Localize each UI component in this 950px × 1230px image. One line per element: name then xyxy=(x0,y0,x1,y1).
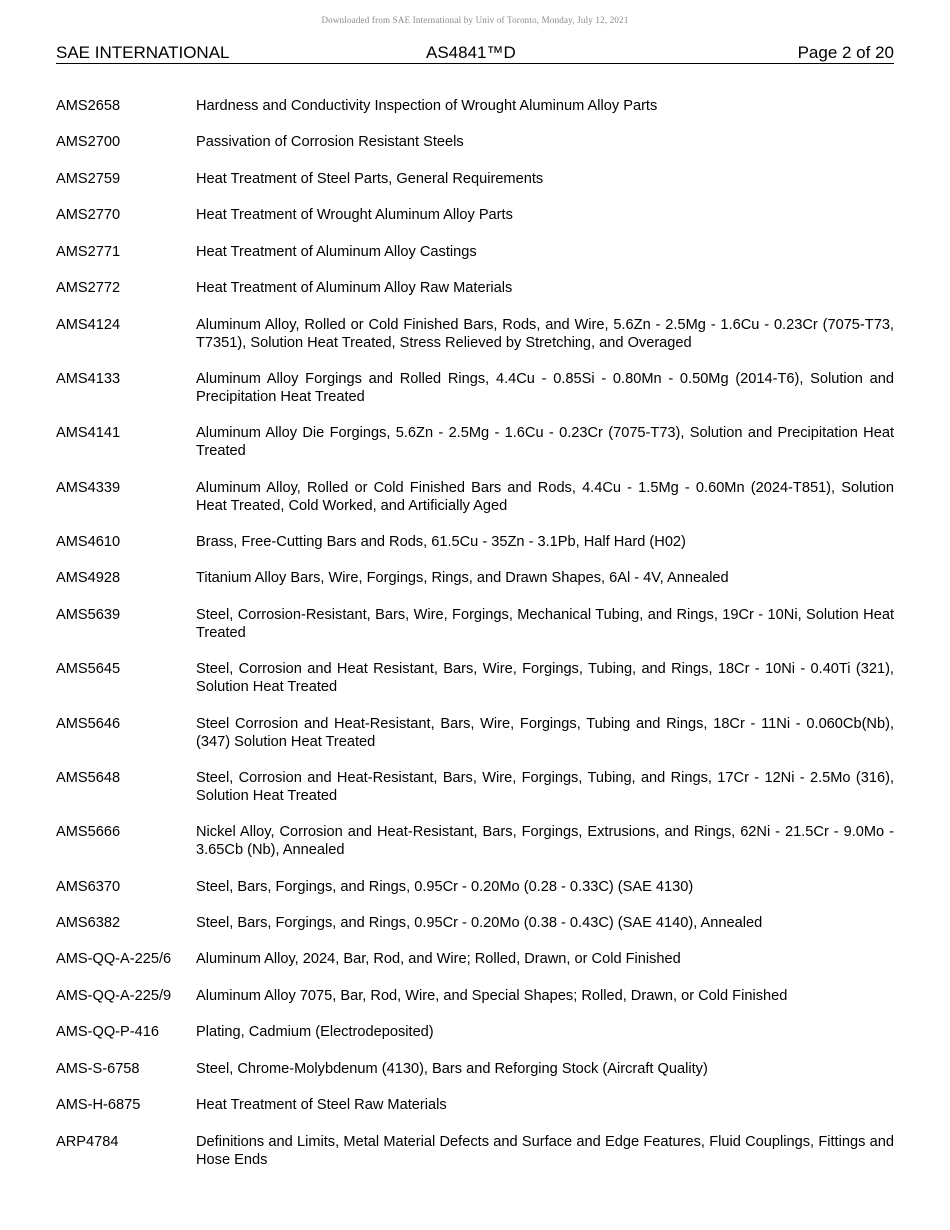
reference-code: AMS-QQ-A-225/6 xyxy=(56,951,172,967)
reference-code: AMS2759 xyxy=(56,171,121,187)
reference-code: AMS5646 xyxy=(56,716,121,732)
reference-title: Aluminum Alloy, Rolled or Cold Finished Bars and Rods, 4.4Cu - 1.5Mg - 0.60Mn (2024-T851), Solution Heat Treated, Cold Worked, and Artificially Aged xyxy=(196,480,894,514)
reference-title: Heat Treatment of Wrought Aluminum Alloy Parts xyxy=(196,207,513,223)
reference-code: AMS5648 xyxy=(56,770,121,786)
reference-code: AMS5639 xyxy=(56,607,121,623)
reference-code: AMS2772 xyxy=(56,280,121,296)
reference-title: Heat Treatment of Aluminum Alloy Raw Materials xyxy=(196,280,513,296)
reference-code: AMS4124 xyxy=(56,317,121,333)
reference-code: AMS5666 xyxy=(56,824,121,840)
reference-code: AMS-H-6875 xyxy=(56,1097,141,1113)
reference-title: Hardness and Conductivity Inspection of Wrought Aluminum Alloy Parts xyxy=(196,98,658,114)
reference-title: Passivation of Corrosion Resistant Steels xyxy=(196,134,464,150)
reference-title: Heat Treatment of Aluminum Alloy Castings xyxy=(196,244,477,260)
reference-code: AMS4928 xyxy=(56,570,121,586)
header-organization: SAE INTERNATIONAL xyxy=(56,43,230,62)
reference-code: AMS4339 xyxy=(56,480,121,496)
reference-title: Heat Treatment of Steel Raw Materials xyxy=(196,1097,447,1113)
reference-title: Steel Corrosion and Heat-Resistant, Bars, Wire, Forgings, Tubing and Rings, 18Cr - 11Ni - 0.060Cb(Nb), (347) Solution Heat Treated xyxy=(196,716,894,750)
reference-code: AMS4141 xyxy=(56,425,121,441)
reference-title: Aluminum Alloy, 2024, Bar, Rod, and Wire; Rolled, Drawn, or Cold Finished xyxy=(196,951,681,967)
reference-code: AMS-S-6758 xyxy=(56,1061,140,1077)
reference-title: Definitions and Limits, Metal Material Defects and Surface and Edge Features, Fluid Couplings, Fittings and Hose Ends xyxy=(196,1134,894,1168)
reference-title: Steel, Corrosion and Heat-Resistant, Bars, Wire, Forgings, Tubing, and Rings, 17Cr - 12Ni - 2.5Mo (316), Solution Heat Treated xyxy=(196,770,894,804)
header-document-number: AS4841™D xyxy=(426,43,516,62)
reference-title: Titanium Alloy Bars, Wire, Forgings, Rings, and Drawn Shapes, 6Al - 4V, Annealed xyxy=(196,570,729,586)
reference-code: AMS2771 xyxy=(56,244,121,260)
reference-code: AMS4133 xyxy=(56,371,121,387)
reference-title: Heat Treatment of Steel Parts, General Requirements xyxy=(196,171,544,187)
reference-title: Brass, Free-Cutting Bars and Rods, 61.5Cu - 35Zn - 3.1Pb, Half Hard (H02) xyxy=(196,534,686,550)
reference-title: Nickel Alloy, Corrosion and Heat-Resistant, Bars, Forgings, Extrusions, and Rings, 62Ni - 21.5Cr - 9.0Mo - 3.65Cb (Nb), Annealed xyxy=(196,824,894,858)
reference-code: AMS6370 xyxy=(56,879,121,895)
reference-code: AMS2658 xyxy=(56,98,121,114)
reference-code: AMS6382 xyxy=(56,915,121,931)
reference-title: Aluminum Alloy Die Forgings, 5.6Zn - 2.5Mg - 1.6Cu - 0.23Cr (7075-T73), Solution and Precipitation Heat Treated xyxy=(196,425,894,459)
reference-title: Aluminum Alloy, Rolled or Cold Finished Bars, Rods, and Wire, 5.6Zn - 2.5Mg - 1.6Cu - 0.23Cr (7075-T73, T7351), Solution Heat Treated, Stress Relieved by Stretching, and Overaged xyxy=(196,317,894,351)
reference-title: Steel, Bars, Forgings, and Rings, 0.95Cr - 0.20Mo (0.28 - 0.33C) (SAE 4130) xyxy=(196,879,694,895)
reference-title: Aluminum Alloy 7075, Bar, Rod, Wire, and Special Shapes; Rolled, Drawn, or Cold Finished xyxy=(196,988,788,1004)
reference-code: AMS-QQ-P-416 xyxy=(56,1024,159,1040)
reference-code: AMS4610 xyxy=(56,534,121,550)
header-page-number: Page 2 of 20 xyxy=(797,43,894,62)
reference-title: Aluminum Alloy Forgings and Rolled Rings, 4.4Cu - 0.85Si - 0.80Mn - 0.50Mg (2014-T6), Solution and Precipitation Heat Treated xyxy=(196,371,894,405)
reference-code: AMS-QQ-A-225/9 xyxy=(56,988,172,1004)
reference-title: Steel, Bars, Forgings, and Rings, 0.95Cr - 0.20Mo (0.38 - 0.43C) (SAE 4140), Annealed xyxy=(196,915,763,931)
reference-code: ARP4784 xyxy=(56,1134,119,1150)
download-watermark: Downloaded from SAE International by Univ of Toronto, Monday, July 12, 2021 xyxy=(321,15,629,25)
reference-code: AMS5645 xyxy=(56,661,121,677)
reference-title: Steel, Chrome-Molybdenum (4130), Bars and Reforging Stock (Aircraft Quality) xyxy=(196,1061,708,1077)
reference-code: AMS2700 xyxy=(56,134,121,150)
reference-title: Steel, Corrosion-Resistant, Bars, Wire, Forgings, Mechanical Tubing, and Rings, 19Cr - 10Ni, Solution Heat Treated xyxy=(196,607,894,641)
reference-title: Plating, Cadmium (Electrodeposited) xyxy=(196,1024,434,1040)
reference-code: AMS2770 xyxy=(56,207,121,223)
page-header xyxy=(56,43,894,64)
reference-title: Steel, Corrosion and Heat Resistant, Bars, Wire, Forgings, Tubing, and Rings, 18Cr - 10Ni - 0.40Ti (321), Solution Heat Treated xyxy=(196,661,894,695)
